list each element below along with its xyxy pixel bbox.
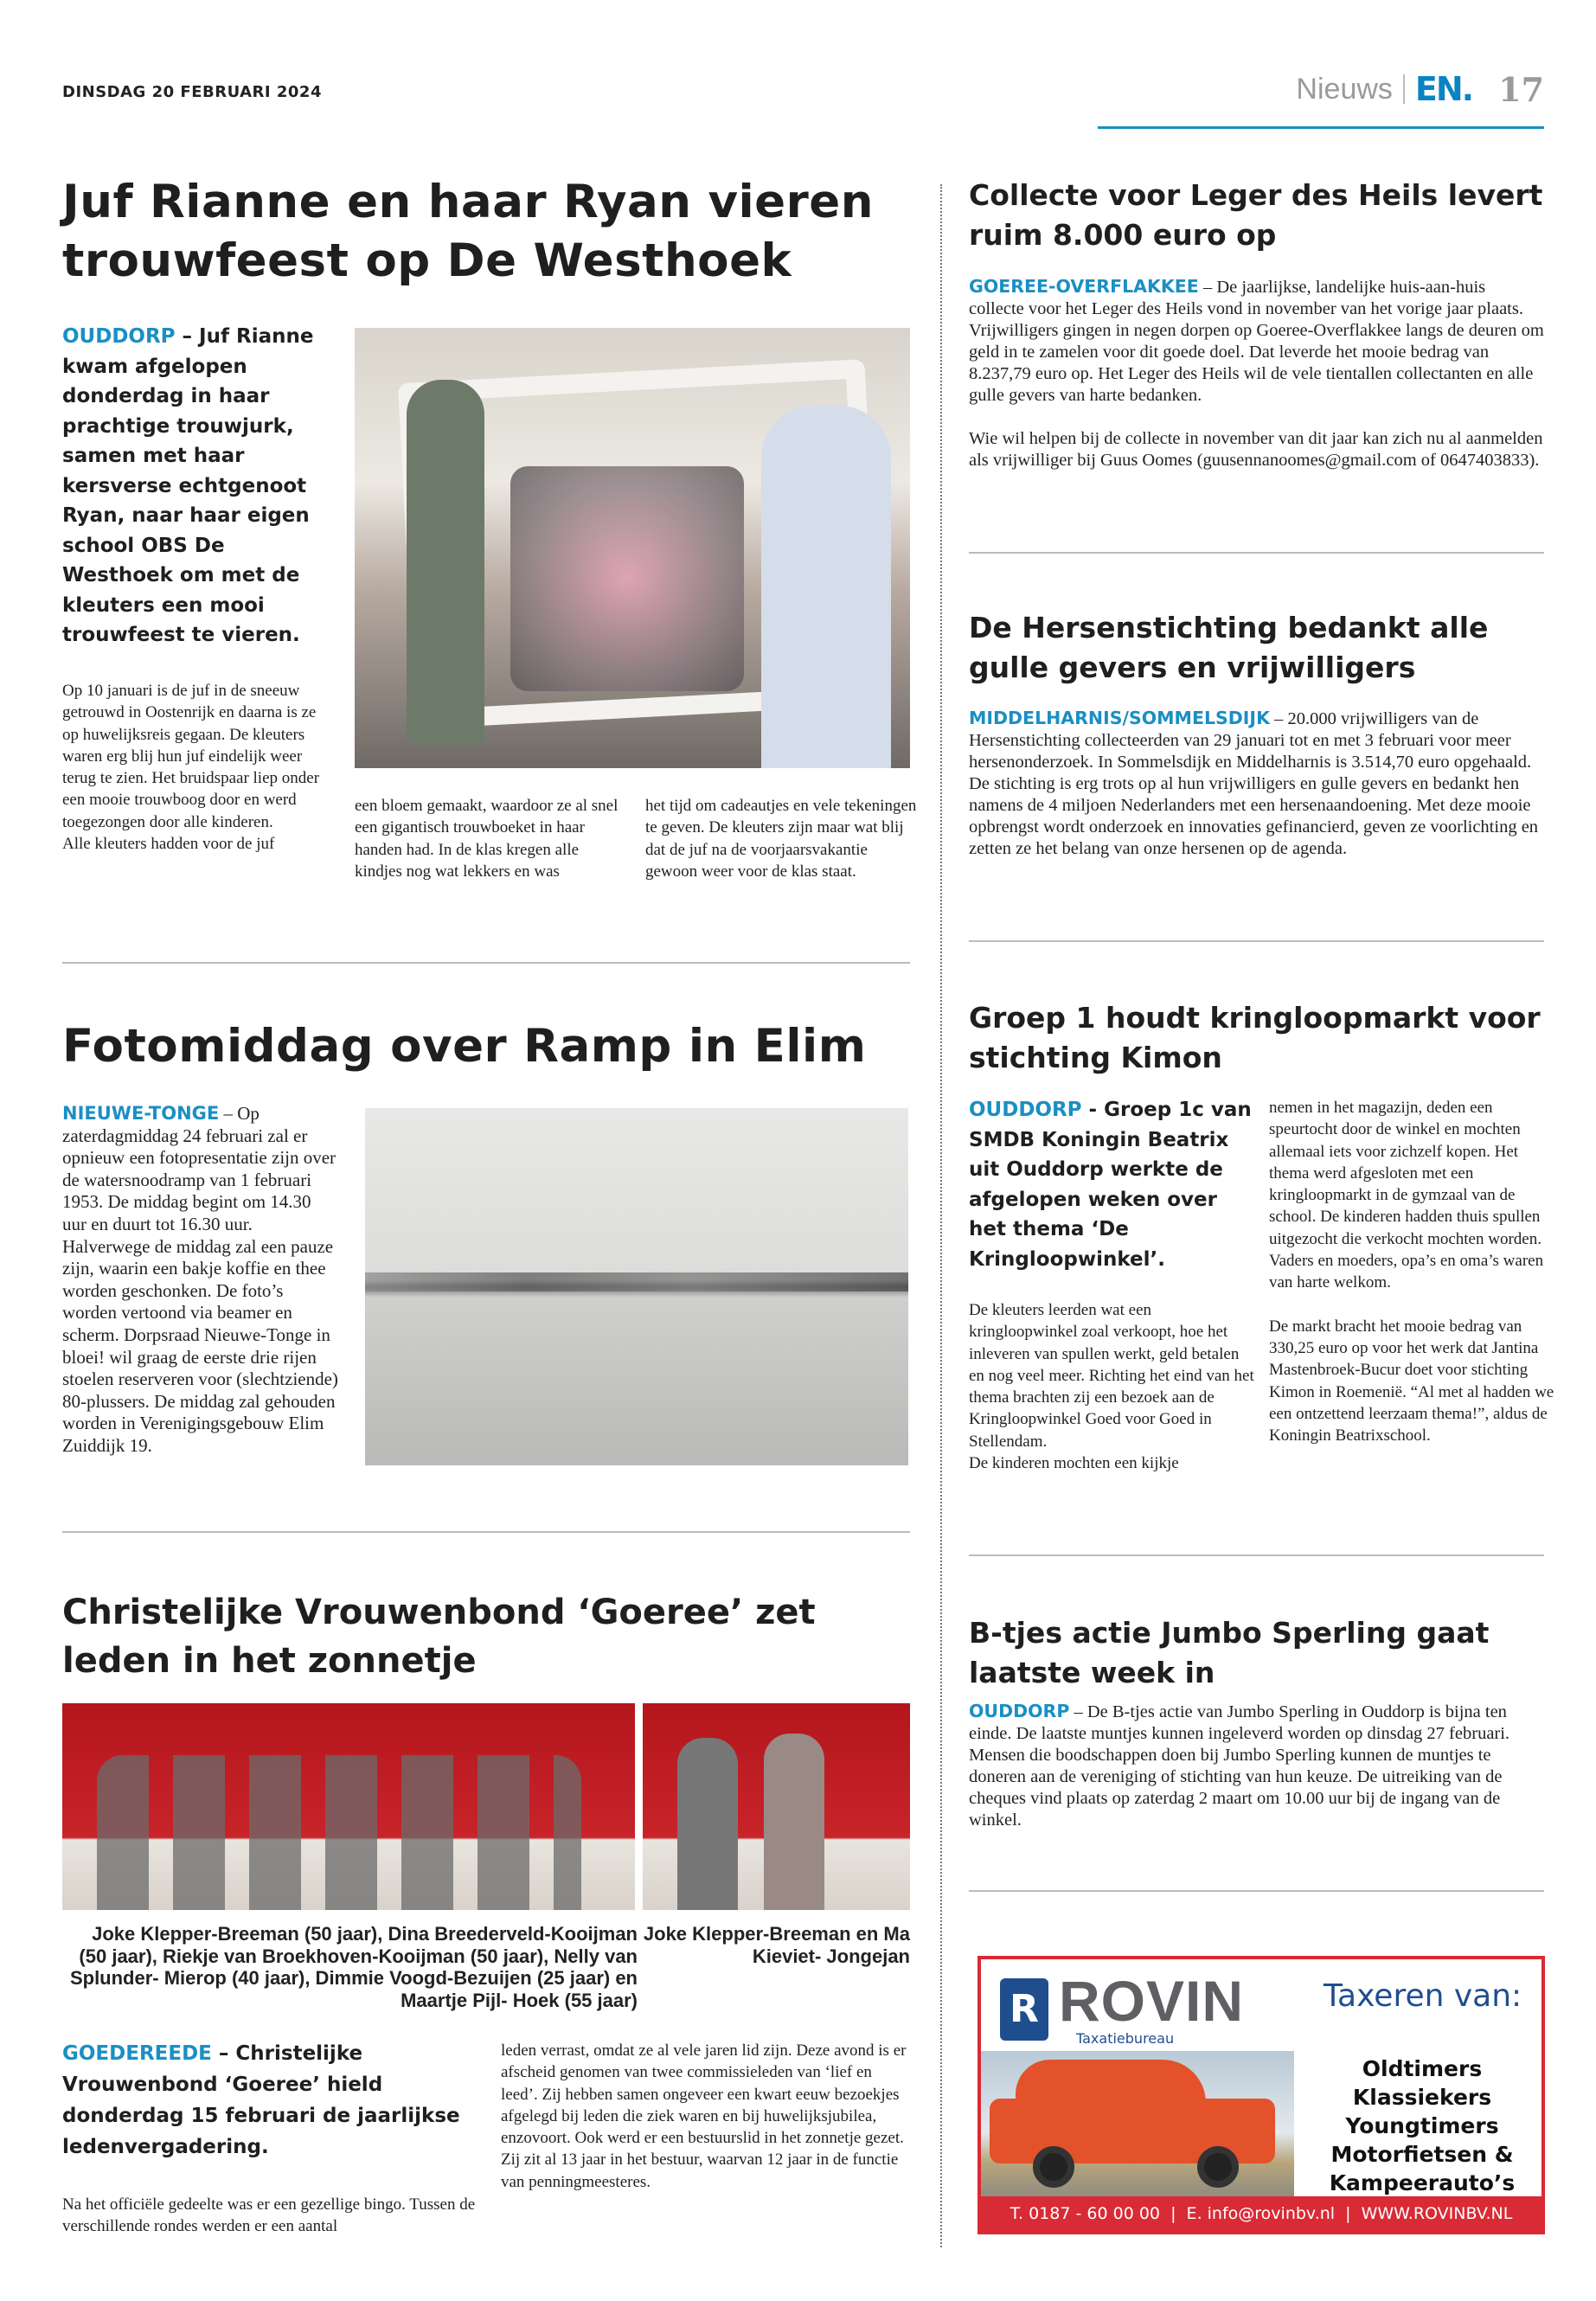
flood-photo: [365, 1108, 908, 1465]
article-body-col2: leden verrast, omdat ze al vele jaren lid zijn. Deze avond is er afscheid genomen van twee commissieleden van ‘lief en leed’. Zij hebben samen ongeveer een kwart eeuw bezoekjes afgelegd bij leden die ziek waren en bij huwelijksjubilea, enzovoort. Ook werd er een bestuurslid in het zonnetje gezet. Zij zit al 13 jaar in het bestuur, waarvan 12 jaar in de functie van penningmeesteres.: [501, 2041, 907, 2191]
divider: [62, 962, 910, 964]
divider: [62, 1531, 910, 1533]
group-photo: [62, 1703, 635, 1910]
page-number: 17: [1498, 69, 1544, 109]
divider: [969, 940, 1544, 942]
divider: [969, 1554, 1544, 1556]
lead-text: – Juf Rianne kwam afgelopen donderdag in haar prachtige trouwjurk, samen met haar kersverse echtgenoot Ryan, naar haar eigen school OBS De Westhoek om met de kleuters een mooi trouwfeest te vieren.: [62, 325, 314, 646]
article-lead: GOEDEREEDE – Christelijke Vrouwenbond ‘Goeree’ hield donderdag 15 februari de jaarlijkse ledenvergadering.: [62, 2042, 460, 2158]
article-title: Christelijke Vrouwenbond ‘Goeree’ zet leden in het zonnetje: [62, 1593, 816, 1681]
article-title: Collecte voor Leger des Heils levert ruim 8.000 euro op: [969, 178, 1543, 252]
dateline: GOEDEREEDE: [62, 2042, 212, 2065]
section-label: Nieuws: [1296, 72, 1393, 106]
article-body-col2: een bloem gemaakt, waardoor ze al snel een gigantisch trouwboeket in haar handen had. In de klas kregen alle kindjes nog wat lekkers en was: [355, 797, 619, 881]
dateline: OUDDORP: [969, 1701, 1070, 1721]
ad-headline: Taxeren van:: [1324, 1978, 1522, 2014]
rovin-advertisement[interactable]: [977, 1956, 1545, 2234]
article-body: OUDDORP – De B-tjes actie van Jumbo Sperling in Ouddorp is bijna ten einde. De laatste muntjes kunnen ingeleverd worden op dinsdag 27 februari. Mensen die boodschappen doen bij Jumbo Sperling kunnen de muntjes te doneren aan de vereniging of stichting van hun keuze. De uitreiking van de cheques vind plaats op zaterdag 2 maart om 10.00 uur bij de ingang van de winkel.: [969, 1701, 1510, 1830]
divider: [1403, 74, 1405, 104]
dateline: GOEREE-OVERFLAKKEE: [969, 276, 1199, 297]
newspaper-logo: EN.: [1414, 70, 1473, 108]
article-title: B-tjes actie Jumbo Sperling gaat laatste week in: [969, 1616, 1490, 1689]
wedding-photo: [355, 328, 910, 768]
article-lead: OUDDORP - Groep 1c van SMDB Koningin Beatrix uit Ouddorp werkte de afgelopen weken over het thema ‘De Kringloopwinkel’.: [969, 1099, 1252, 1271]
car-photo: [981, 2051, 1294, 2200]
article-title: Fotomiddag over Ramp in Elim: [62, 1020, 867, 1073]
masthead: [1272, 67, 1544, 111]
article-title: Groep 1 houdt kringloopmarkt voor stichting Kimon: [969, 1001, 1541, 1074]
photo-caption: Joke Klepper-Breeman (50 jaar), Dina Breederveld-Kooijman (50 jaar), Riekje van Broekhoven-Kooijman (50 jaar), Nelly van Splunder- Mierop (40 jaar), Dimmie Voogd-Bezuijen (25 jaar) en Maartje Pijl- Hoek (55 jaar): [69, 1923, 638, 2011]
dateline: NIEUWE-TONGE: [62, 1103, 220, 1124]
header-rule: [1098, 126, 1544, 129]
article-lead: [62, 322, 330, 651]
article-body-col2: nemen in het magazijn, deden een speurtocht door de winkel en mochten allemaal iets voor zichzelf kopen. Het thema werd afgesloten met een kringloopmarkt in de gymzaal van de school. De kinderen hadden thuis spullen uitgezocht die verkocht mochten worden. Vaders en moeders, opa’s en oma’s waren van harte welkom. De markt bracht het mooie bedrag van 330,25 euro op voor het werk dat Jantina Mastenbroek-Bucur doet voor stichting Kimon in Roemenië. “Al met al hadden we een ontzettend leerzaam thema!”, aldus de Koningin Beatrixschool.: [1269, 1099, 1554, 1445]
article-body-col1: De kleuters leerden wat een kringloopwinkel zoal verkoopt, hoe het inleveren van spullen werkt, geld betalen en nog veel meer. Richting het eind van het thema brachten zij een bezoek aan de Kringloopwinkel Goed voor Goed in Stellendam. De kinderen mochten een kijkje: [969, 1301, 1254, 1473]
ad-services: Oldtimers Klassiekers Youngtimers Motorfietsen & Kampeerauto’s: [1329, 2056, 1516, 2195]
article-body-col1: Na het officiële gedeelte was er een gezellige bingo. Tussen de verschillende rondes werden er een aantal: [62, 2195, 476, 2236]
article-body: NIEUWE-TONGE – Op zaterdagmiddag 24 februari zal er opnieuw een fotopresentatie zijn over de watersnoodramp van 1 februari 1953. De middag begint om 14.30 uur en duurt tot 16.30 uur. Halverwege de middag zal een pauze zijn, waarin een bakje koffie en thee worden geschonken. De foto’s worden vertoond via beamer en scherm. Dorpsraad Nieuwe-Tonge in bloei! wil graag de eerste drie rijen stoelen reserveren voor (slechtziende) 80-plussers. De middag zal gehouden worden in Verenigingsgebouw Elim Zuiddijk 19.: [62, 1103, 338, 1456]
issue-date: DINSDAG 20 FEBRUARI 2024: [62, 83, 322, 101]
article-title: Juf Rianne en haar Ryan vieren trouwfeest op De Westhoek: [62, 176, 874, 287]
brand-subtitle: Taxatiebureau: [1076, 2030, 1175, 2047]
article-body: MIDDELHARNIS/SOMMELSDIJK – 20.000 vrijwilligers van de Hersenstichting collecteerden van 29 januari tot en met 3 februari voor meer hersenonderzoek. In Sommelsdijk en Middelharnis is 3.514,70 euro opgehaald. De stichting is erg trots op al hun vrijwilligers en gulle gevers en bedankt hen namens de 4 miljoen Nederlanders met een hersenaandoening. Met deze mooie opbrengst wordt onderzoek en innovaties gefinancierd, geven ze voorlichting en zetten ze het belang van onze hersenen op de agenda.: [969, 708, 1539, 858]
brand-name: ROVIN: [1059, 1969, 1245, 2033]
dateline: MIDDELHARNIS/SOMMELSDIJK: [969, 708, 1270, 728]
article-body-col3: het tijd om cadeautjes en vele tekeningen te geven. De kleuters zijn maar wat blij dat de juf na de voorjaarsvakantie gewoon weer voor de klas staat.: [645, 797, 917, 881]
article-body-col1: Op 10 januari is de juf in de sneeuw getrouwd in Oostenrijk en daarna is ze op huwelijksreis gegaan. De kleuters waren erg blij hun juf eindelijk weer terug te zien. Het bruidspaar liep onder een mooie trouwboog door en werd toegezongen door alle kinderen. Alle kleuters hadden voor de juf: [62, 682, 320, 854]
ad-contact-bar[interactable]: T. 0187 - 60 00 00 | E. info@rovinbv.nl | WWW.ROVINBV.NL: [981, 2196, 1542, 2231]
column-separator: [940, 184, 942, 2247]
article-title: De Hersenstichting bedankt alle gulle gevers en vrijwilligers: [969, 611, 1489, 684]
photo-caption: Joke Klepper-Breeman en Ma Kieviet- Jongejan: [643, 1923, 910, 1967]
divider: [969, 1890, 1544, 1892]
rovin-logo-icon: R: [1000, 1978, 1048, 2041]
dateline: OUDDORP: [969, 1099, 1082, 1121]
divider: [969, 552, 1544, 554]
article-body: GOEREE-OVERFLAKKEE – De jaarlijkse, landelijke huis-aan-huis collecte voor het Leger des Heils vond in november van het vorige jaar plaats. Vrijwilligers gingen in negen dorpen op Goeree-Overflakkee langs de deuren om geld in te zamelen voor dit goede doel. Dat leverde het mooie bedrag van 8.237,79 euro op. Het Leger des Heils wil de vele tientallen collectanten en alle gulle gevers van harte bedanken. Wie wil helpen bij de collecte in november van dit jaar kan zich nu al aanmelden als vrijwilliger bij Guus Oomes (guusennanoomes@gmail.com of 0647403833).: [969, 276, 1544, 470]
dateline: OUDDORP: [62, 325, 176, 348]
duo-photo: [643, 1703, 910, 1910]
